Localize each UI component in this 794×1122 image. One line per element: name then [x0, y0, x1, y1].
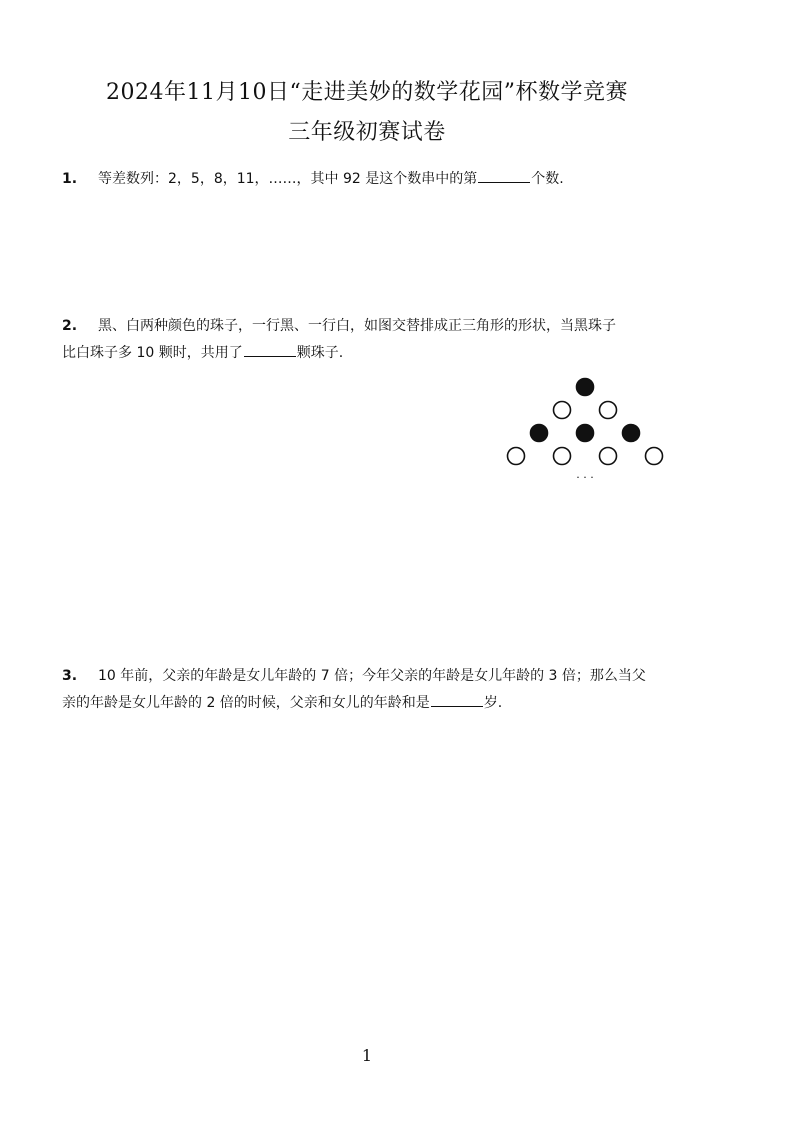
page-number: 1	[361, 1046, 373, 1065]
black-bead	[577, 425, 594, 442]
question-1	[62, 166, 702, 193]
white-bead	[646, 448, 663, 465]
black-bead	[531, 425, 548, 442]
white-bead	[600, 402, 617, 419]
bead-triangle-figure	[500, 370, 670, 480]
exam-title: 2024年11月10日“走进美妙的数学花园”杯数学竞赛	[106, 80, 628, 105]
question-3-answer-blank	[431, 692, 483, 707]
question-1-number: 1.	[62, 171, 78, 187]
question-2-answer-blank	[244, 342, 296, 357]
question-1-text: 等差数列：2，5，8，11，……，其中 92 是这个数串中的第	[98, 171, 478, 187]
question-3-number: 3.	[62, 668, 78, 684]
black-bead	[623, 425, 640, 442]
white-bead	[554, 448, 571, 465]
question-3-text-line2: 亲的年龄是女儿年龄的 2 倍的时候，父亲和女儿的年龄和是	[62, 695, 430, 711]
white-bead	[554, 402, 571, 419]
figure-ellipsis: · · ·	[576, 471, 594, 480]
white-bead	[508, 448, 525, 465]
question-2	[62, 313, 702, 367]
question-2-number: 2.	[62, 318, 78, 334]
white-bead	[600, 448, 617, 465]
question-3-text-line1: 10 年前，父亲的年龄是女儿年龄的 7 倍；今年父亲的年龄是女儿年龄的 3 倍；那么当父	[98, 668, 646, 684]
question-3	[62, 663, 702, 717]
black-bead	[577, 379, 594, 396]
exam-subtitle: 三年级初赛试卷	[288, 120, 446, 145]
question-2-text-end: 颗珠子.	[296, 345, 344, 361]
question-2-text-line2: 比白珠子多 10 颗时，共用了	[62, 345, 243, 361]
question-1-answer-blank	[478, 168, 530, 183]
question-1-text-end: 个数.	[531, 171, 564, 187]
question-3-text-end: 岁.	[483, 695, 503, 711]
question-2-text-line1: 黑、白两种颜色的珠子，一行黑、一行白，如图交替排成正三角形的形状，当黑珠子	[98, 318, 616, 334]
